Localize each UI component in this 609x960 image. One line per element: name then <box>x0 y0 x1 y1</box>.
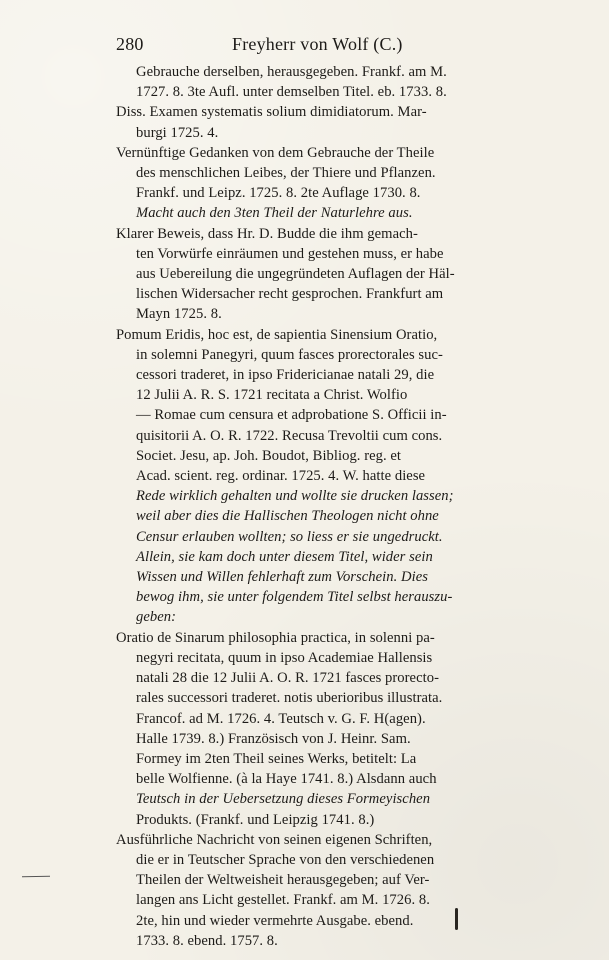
text-line: Halle 1739. 8.) Französisch von J. Heinr. Sam. <box>136 730 411 747</box>
text-line: Acad. scient. reg. ordinar. 1725. 4. W. hatte diese <box>136 468 426 485</box>
entry-klarer-beweis <box>116 224 562 325</box>
text-line: Produkts. (Frankf. und Leipzig 1741. 8.) <box>136 811 375 828</box>
text-line: Francof. ad M. 1726. 4. Teutsch v. G. F. H(agen). <box>136 710 426 727</box>
text-line: aus Uebereilung die ungegründeten Auflagen der Häl- <box>136 266 455 283</box>
text-line: des menschlichen Leibes, der Thiere und Pflanzen. <box>136 165 436 182</box>
text-line: Diss. Examen systematis solium dimidiatorum. Mar- <box>116 104 427 121</box>
text-line: Mayn 1725. 8. <box>136 306 222 323</box>
text-line: Formey im 2ten Theil seines Werks, betitelt: La <box>136 750 417 767</box>
margin-line <box>22 876 50 877</box>
entry-ausfuehrliche-nachricht <box>116 830 562 951</box>
text-line: geben: <box>136 609 177 626</box>
text-line: Societ. Jesu, ap. Joh. Boudot, Bibliog. reg. et <box>136 447 402 464</box>
text-line: burgi 1725. 4. <box>136 124 219 141</box>
entry-gebrauche-derselben <box>116 62 562 102</box>
text-line: belle Wolfienne. (à la Haye 1741. 8.) Alsdann auch <box>136 771 437 788</box>
text-line: ten Vorwürfe einräumen und gestehen muss, er habe <box>136 245 444 262</box>
text-line: 1733. 8. ebend. 1757. 8. <box>136 932 278 949</box>
entry-vernuenftige-gedanken <box>116 143 562 224</box>
text-line: negyri recitata, quum in ipso Academiae Hallensis <box>136 649 433 666</box>
text-line: bewog ihm, sie unter folgendem Titel selbst herauszu- <box>136 589 453 606</box>
text-line: Allein, sie kam doch unter diesem Titel, wider sein <box>136 548 433 565</box>
text-line: Frankf. und Leipz. 1725. 8. 2te Auflage 1730. 8. <box>136 185 421 202</box>
text-line: 12 Julii A. R. S. 1721 recitata a Christ. Wolfio <box>136 387 408 404</box>
entry-diss-examen <box>116 102 562 142</box>
text-line: Wissen und Willen fehlerhaft zum Vorschein. Dies <box>136 569 428 586</box>
text-line: Teutsch in der Uebersetzung dieses Formeyischen <box>136 791 431 808</box>
text-line: in solemni Panegyri, quum fasces prorectorales suc- <box>136 346 443 363</box>
text-line: Rede wirklich gehalten und wollte sie drucken lassen; <box>136 488 454 505</box>
bibliography-text <box>116 62 562 951</box>
text-line: lischen Widersacher recht gesprochen. Frankfurt am <box>136 286 444 303</box>
page-header <box>116 34 490 58</box>
text-line: Oratio de Sinarum philosophia practica, in solenni pa- <box>116 629 435 646</box>
ink-mark <box>455 908 458 930</box>
text-line: Ausführliche Nachricht von seinen eigenen Schriften, <box>116 831 433 848</box>
text-line: — Romae cum censura et adprobatione S. Officii in- <box>136 407 447 424</box>
text-line: rales successori traderet. notis uberioribus illustrata. <box>136 690 443 707</box>
text-line: 2te, hin und wieder vermehrte Ausgabe. ebend. <box>136 912 414 929</box>
text-line: Macht auch den 3ten Theil der Naturlehre aus. <box>136 205 413 222</box>
text-line: Theilen der Weltweisheit herausgegeben; auf Ver- <box>136 872 430 889</box>
text-line: cessori traderet, in ipso Fridericianae natali 29, die <box>136 367 435 384</box>
entry-pomum-eridis <box>116 325 562 628</box>
entry-oratio-de-sinarum <box>116 628 562 830</box>
text-line: 1727. 8. 3te Aufl. unter demselben Titel. eb. 1733. 8. <box>136 84 447 101</box>
text-line: langen ans Licht gestellet. Frankf. am M. 1726. 8. <box>136 892 430 909</box>
text-line: Klarer Beweis, dass Hr. D. Budde die ihm gemach- <box>116 225 418 242</box>
text-line: die er in Teutscher Sprache von den verschiedenen <box>136 851 435 868</box>
text-line: Vernünftige Gedanken von dem Gebrauche der Theile <box>116 144 435 161</box>
text-line: weil aber dies die Hallischen Theologen nicht ohne <box>136 508 439 525</box>
text-line: Pomum Eridis, hoc est, de sapientia Sinensium Oratio, <box>116 326 438 343</box>
text-line: natali 28 die 12 Julii A. O. R. 1721 fasces prorecto- <box>136 670 439 687</box>
running-head: Freyherr von Wolf (C.) <box>232 34 403 54</box>
text-line: Gebrauche derselben, herausgegeben. Frankf. am M. <box>136 64 447 80</box>
text-line: quisitorii A. O. R. 1722. Recusa Trevoltii cum cons. <box>136 427 443 444</box>
page-number: 280 <box>116 34 144 54</box>
text-line: Censur erlauben wollten; so liess er sie ungedruckt. <box>136 528 443 545</box>
